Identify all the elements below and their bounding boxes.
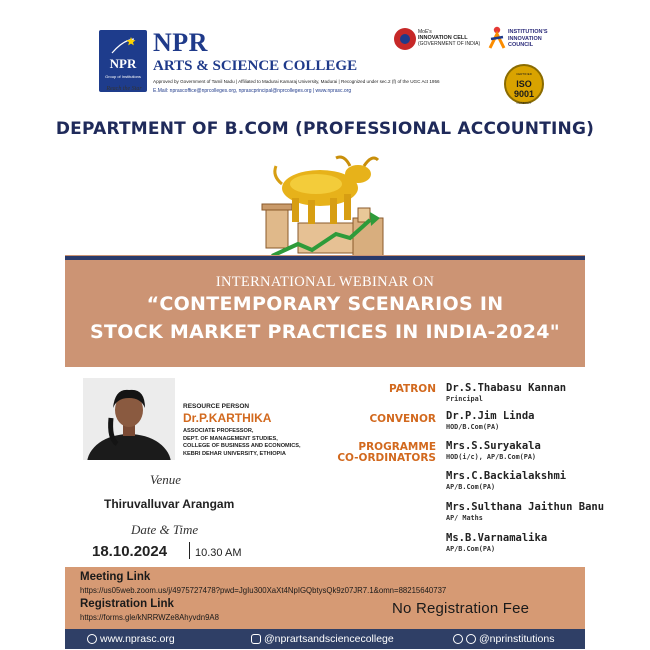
coordinator-name: Ms.B.Varnamalika xyxy=(446,532,548,544)
college-name: NPR xyxy=(153,28,208,57)
logo-small-text: Group of Institutions xyxy=(105,74,141,79)
inst-line1: INSTITUTION'S xyxy=(508,29,548,35)
banner-divider xyxy=(65,256,585,260)
coordinator-entry xyxy=(446,532,547,553)
registration-link-label: Registration Link xyxy=(80,598,174,610)
coordinator-name: Mrs.C.Backialakshmi xyxy=(446,470,567,482)
department-title: DEPARTMENT OF B.COM (PROFESSIONAL ACCOUNTING) xyxy=(55,119,595,139)
event-time: 10.30 AM xyxy=(195,547,242,559)
instagram-link[interactable] xyxy=(251,633,394,645)
footer-bar xyxy=(65,629,585,649)
speaker-name: Dr.P.KARTHIKA xyxy=(183,411,272,425)
iic-line1: MoE's xyxy=(418,29,432,35)
website-text: www.nprasc.org xyxy=(100,633,175,645)
coordinators-label-2: CO-ORDINATORS xyxy=(337,452,436,464)
logo-tagline: Reach the Star xyxy=(106,86,142,92)
facebook-icon xyxy=(453,634,463,644)
patron-role: Principal xyxy=(446,395,483,403)
college-logo xyxy=(99,30,147,92)
globe-icon xyxy=(87,634,97,644)
coordinator-entry xyxy=(446,501,604,522)
coordinator-entry xyxy=(446,470,566,491)
bull-market-illustration xyxy=(258,148,388,268)
convenor-name: Dr.P.Jim Linda xyxy=(446,410,535,422)
convenor-label: CONVENOR xyxy=(369,413,436,425)
convenor-role: HOD/B.Com(PA) xyxy=(446,423,500,431)
contact-email: E.Mail: nprascoffice@nprcolleges.org, nprascprincipal@nprcolleges.org | www.nprasc.org xyxy=(153,88,352,94)
iso-badge xyxy=(504,64,544,104)
speaker-line3: COLLEGE OF BUSINESS AND ECONOMICS, xyxy=(183,443,301,450)
social-link[interactable] xyxy=(453,633,554,645)
datetime-label: Date & Time xyxy=(131,522,199,537)
webinar-kicker: INTERNATIONAL WEBINAR ON xyxy=(215,274,435,290)
coordinator-name: Mrs.S.Suryakala xyxy=(446,440,541,452)
speaker-line2: DEPT. OF MANAGEMENT STUDIES, xyxy=(183,435,278,442)
patron-entry xyxy=(446,382,566,403)
iso-cert: CERTIFIED xyxy=(516,72,532,76)
meeting-link[interactable]: https://us05web.zoom.us/j/4975727478?pwd=JgIu300XaXt4NpIGQbtysQk9z07JR7.1&omn=88215640737 xyxy=(80,586,447,595)
speaker-photo xyxy=(83,378,175,460)
patron-name: Dr.S.Thabasu Kannan xyxy=(446,382,567,394)
instagram-text: @nprartsandsciencecollege xyxy=(264,633,394,645)
no-fee-note: No Registration Fee xyxy=(392,600,530,617)
approval-text: Approved by Government of Tamil Nadu | Affiliated to Madurai Kamaraj University, Madurai | Recognized under sec.2 (f) of the UGC Act 1956 xyxy=(153,79,440,84)
iso-company: COMPANY xyxy=(516,101,532,105)
website-link[interactable] xyxy=(87,633,175,645)
innovation-council-text xyxy=(508,29,548,49)
logo-text: NPR xyxy=(109,56,137,71)
iic-line3: (GOVERNMENT OF INDIA) xyxy=(418,41,481,47)
innovation-cell-text xyxy=(418,29,480,47)
coordinator-entry xyxy=(446,440,541,461)
iic-line2: INNOVATION CELL xyxy=(418,35,468,41)
webinar-title-line2: STOCK MARKET PRACTICES IN INDIA-2024" xyxy=(90,321,560,343)
convenor-entry xyxy=(446,410,535,431)
iso-number: ISO 9001 xyxy=(513,79,535,99)
innovation-cell-icon xyxy=(394,28,416,50)
event-date: 18.10.2024 xyxy=(92,543,168,560)
coordinator-role: AP/ Maths xyxy=(446,514,483,522)
webinar-title-line1: “CONTEMPORARY SCENARIOS IN xyxy=(146,293,504,315)
coordinator-name: Mrs.Sulthana Jaithun Banu xyxy=(446,501,605,513)
patron-label: PATRON xyxy=(388,383,436,395)
innovation-council-icon xyxy=(488,26,506,50)
venue-value: Thiruvalluvar Arangam xyxy=(104,497,235,511)
star-icon xyxy=(109,36,137,56)
coordinators-label xyxy=(296,442,436,464)
registration-link[interactable]: https://forms.gle/kNRRWZe8Ahyvdn9A8 xyxy=(80,613,219,622)
social-text: @nprinstitutions xyxy=(479,633,555,645)
coordinator-role: AP/B.Com(PA) xyxy=(446,545,496,553)
youtube-icon xyxy=(466,634,476,644)
venue-label: Venue xyxy=(150,472,182,487)
coordinator-role: AP/B.Com(PA) xyxy=(446,483,496,491)
speaker-designation xyxy=(183,428,301,458)
speaker-line4: KEBRI DEHAR UNIVERSITY, ETHIOPIA xyxy=(183,450,286,457)
resource-person-label: RESOURCE PERSON xyxy=(183,403,250,410)
speaker-line1: ASSOCIATE PROFESSOR, xyxy=(183,428,254,434)
instagram-icon xyxy=(251,634,261,644)
college-subtitle: ARTS & SCIENCE COLLEGE xyxy=(153,58,358,74)
meeting-link-label: Meeting Link xyxy=(80,571,151,583)
date-separator xyxy=(189,542,190,559)
inst-line2: INNOVATION xyxy=(508,35,542,42)
coordinators-label-1: PROGRAMME xyxy=(358,441,436,453)
coordinator-role: HOD(i/c), AP/B.Com(PA) xyxy=(446,453,537,461)
inst-line3: COUNCIL xyxy=(508,42,534,48)
